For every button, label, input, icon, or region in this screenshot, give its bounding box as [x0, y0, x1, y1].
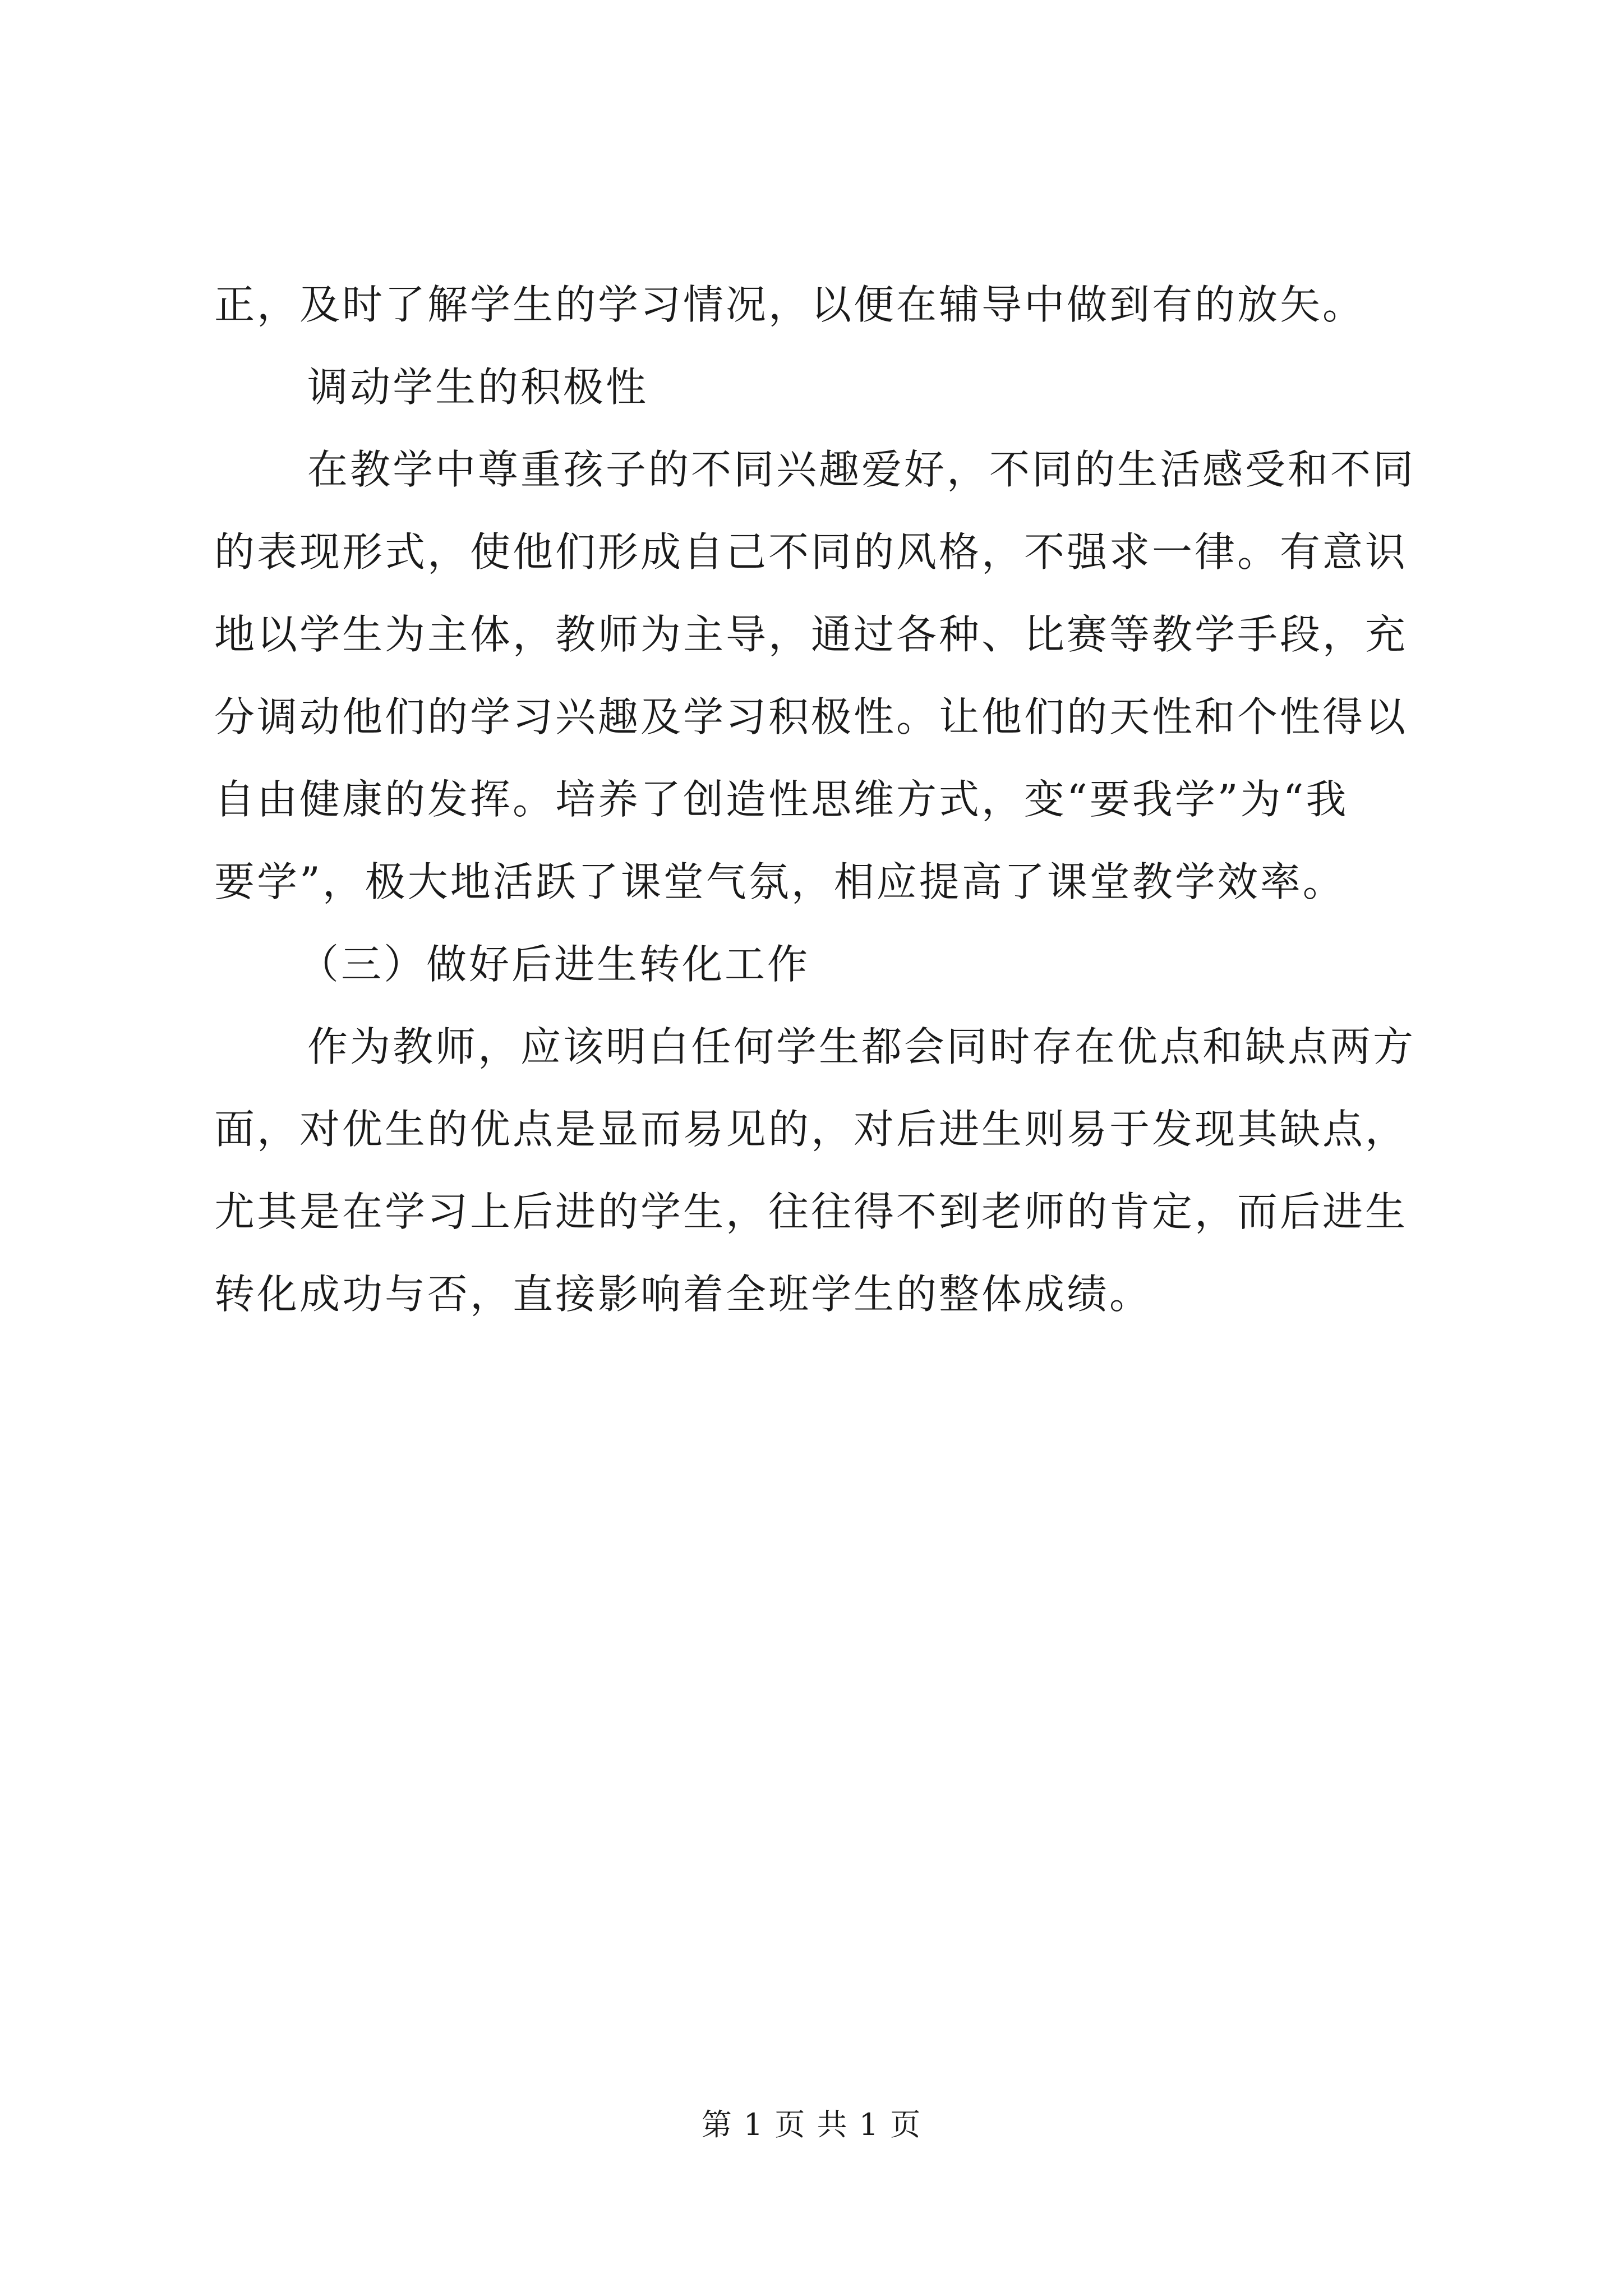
- section-heading: 调动学生的积极性: [307, 364, 649, 411]
- page-footer: 第 1 页 共 1 页: [701, 2107, 922, 2142]
- paragraph-line: 地以学生为主体，教师为主导，通过各种、比赛等教学手段，充: [214, 611, 1408, 658]
- document-body: [214, 264, 1426, 1336]
- paragraph-line: 正，及时了解学生的学习情况，以便在辅导中做到有的放矢。: [214, 281, 1366, 328]
- paragraph-line: 面，对优生的优点是显而易见的，对后进生则易于发现其缺点，: [214, 1106, 1408, 1153]
- paragraph-line: 在教学中尊重孩子的不同兴趣爱好，不同的生活感受和不同: [307, 446, 1416, 493]
- paragraph-line: 的表现形式，使他们形成自己不同的风格，不强求一律。有意识: [214, 528, 1408, 576]
- section-heading: （三）做好后进生转化工作: [298, 941, 810, 988]
- paragraph-line: 自由健康的发挥。培养了创造性思维方式，变“要我学”为“我: [214, 776, 1349, 823]
- paragraph-line: 要学”，极大地活跃了课堂气氛，相应提高了课堂教学效率。: [214, 858, 1345, 905]
- paragraph-line: 尤其是在学习上后进的学生，往往得不到老师的肯定，而后进生: [214, 1188, 1408, 1235]
- paragraph-line: 分调动他们的学习兴趣及学习积极性。让他们的天性和个性得以: [214, 693, 1408, 740]
- paragraph-line: 作为教师，应该明白任何学生都会同时存在优点和缺点两方: [307, 1023, 1416, 1070]
- paragraph-line: 转化成功与否，直接影响着全班学生的整体成绩。: [214, 1271, 1152, 1318]
